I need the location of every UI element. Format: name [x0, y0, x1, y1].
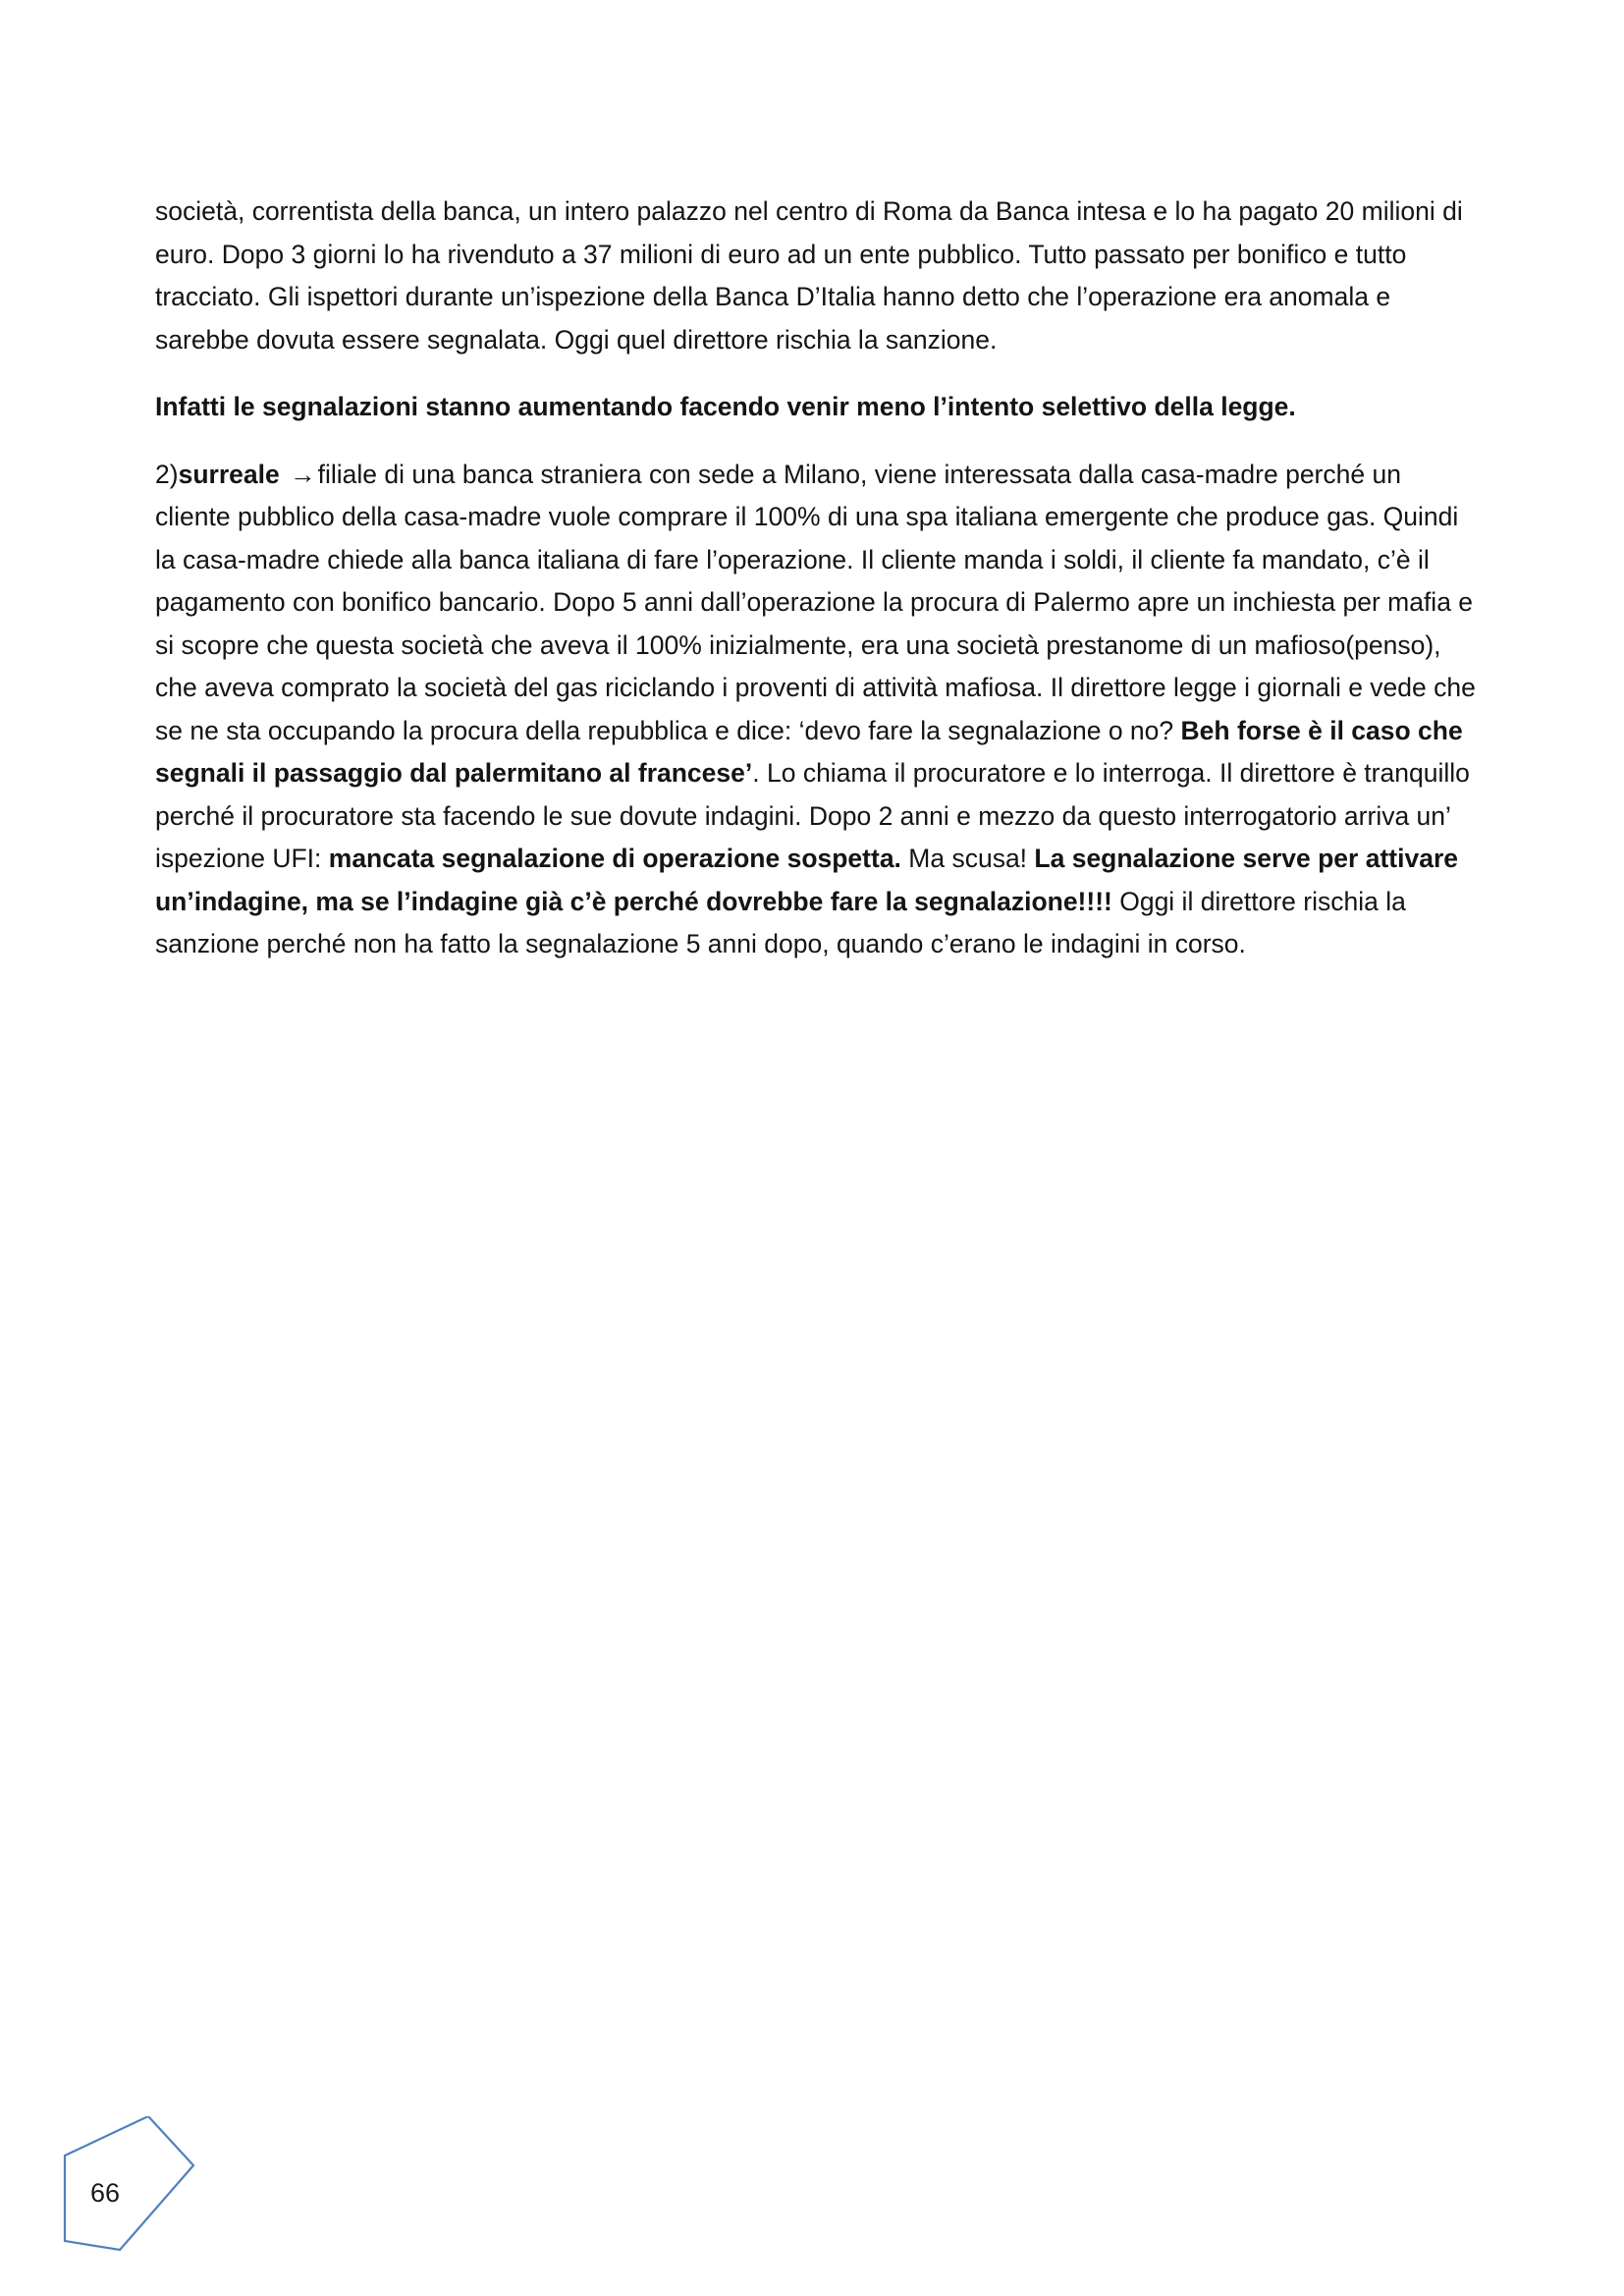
page-body — [155, 191, 1481, 991]
bold-segment: La segnalazione serve per attivare un’indagine, ma se l’indagine già c’è perché dovrebbe fare la segnalazione!!!! — [155, 844, 1458, 916]
bold-segment: mancata segnalazione di operazione sospetta. — [328, 844, 901, 873]
bold-segment: surreale — [178, 459, 280, 489]
paragraph-3 — [155, 454, 1481, 966]
text-segment: società, correntista della banca, un intero palazzo nel centro di Roma da Banca intesa e lo ha pagato 20 milioni di euro. Dopo 3 giorni lo ha rivenduto a 37 milioni di euro ad un ente pubblico. Tutto passato per bonifico e tutto tracciato. Gli ispettori durante un’ispezione della Banca D’Italia hanno detto che l’operazione era anomala e sarebbe dovuta essere segnalata. Oggi quel direttore rischia la sanzione. — [155, 196, 1463, 355]
text-segment: . Lo chiama il procuratore e lo interroga. Il direttore è tranquillo perché il procuratore sta facendo le sue dovute indagini. Dopo 2 anni e mezzo da questo interrogatorio arriva un’ ispezione UFI: — [155, 758, 1470, 873]
right-arrow-icon: → — [290, 459, 316, 489]
page-number-badge-icon — [59, 2116, 206, 2254]
paragraph-1 — [155, 191, 1481, 361]
text-segment: 2) — [155, 459, 179, 489]
bold-segment: Infatti le segnalazioni stanno aumentando facendo venir meno l’intento selettivo della legge. — [155, 392, 1296, 421]
text-segment: Oggi il direttore rischia la sanzione perché non ha fatto la segnalazione 5 anni dopo, quando c’erano le indagini in corso. — [155, 886, 1406, 958]
text-segment: filiale di una banca straniera con sede a Milano, viene interessata dalla casa-madre perché un cliente pubblico della casa-madre vuole comprare il 100% di una spa italiana emergente che produce gas. Quindi la casa-madre chiede alla banca italiana di fare l’operazione. Il cliente manda i soldi, il cliente fa mandato, c’è il pagamento con bonifico bancario. Dopo 5 anni dall’operazione la procura di Palermo apre un inchiesta per mafia e si scopre che questa società che aveva il 100% inizialmente, era una società prestanome di un mafioso(penso), che aveva comprato la società del gas riciclando i proventi di attività mafiosa. Il direttore legge i giornali e vede che se ne sta occupando la procura della repubblica e dice: ‘devo fare la segnalazione o no? — [155, 459, 1476, 745]
page-number: 66 — [90, 2178, 121, 2208]
bold-segment: Beh forse è il caso che segnali il passaggio dal palermitano al francese’ — [155, 715, 1463, 788]
paragraph-2 — [155, 386, 1481, 429]
text-segment — [280, 460, 287, 489]
text-segment: Ma scusa! — [900, 844, 1035, 873]
page-badge-shape — [65, 2116, 193, 2250]
